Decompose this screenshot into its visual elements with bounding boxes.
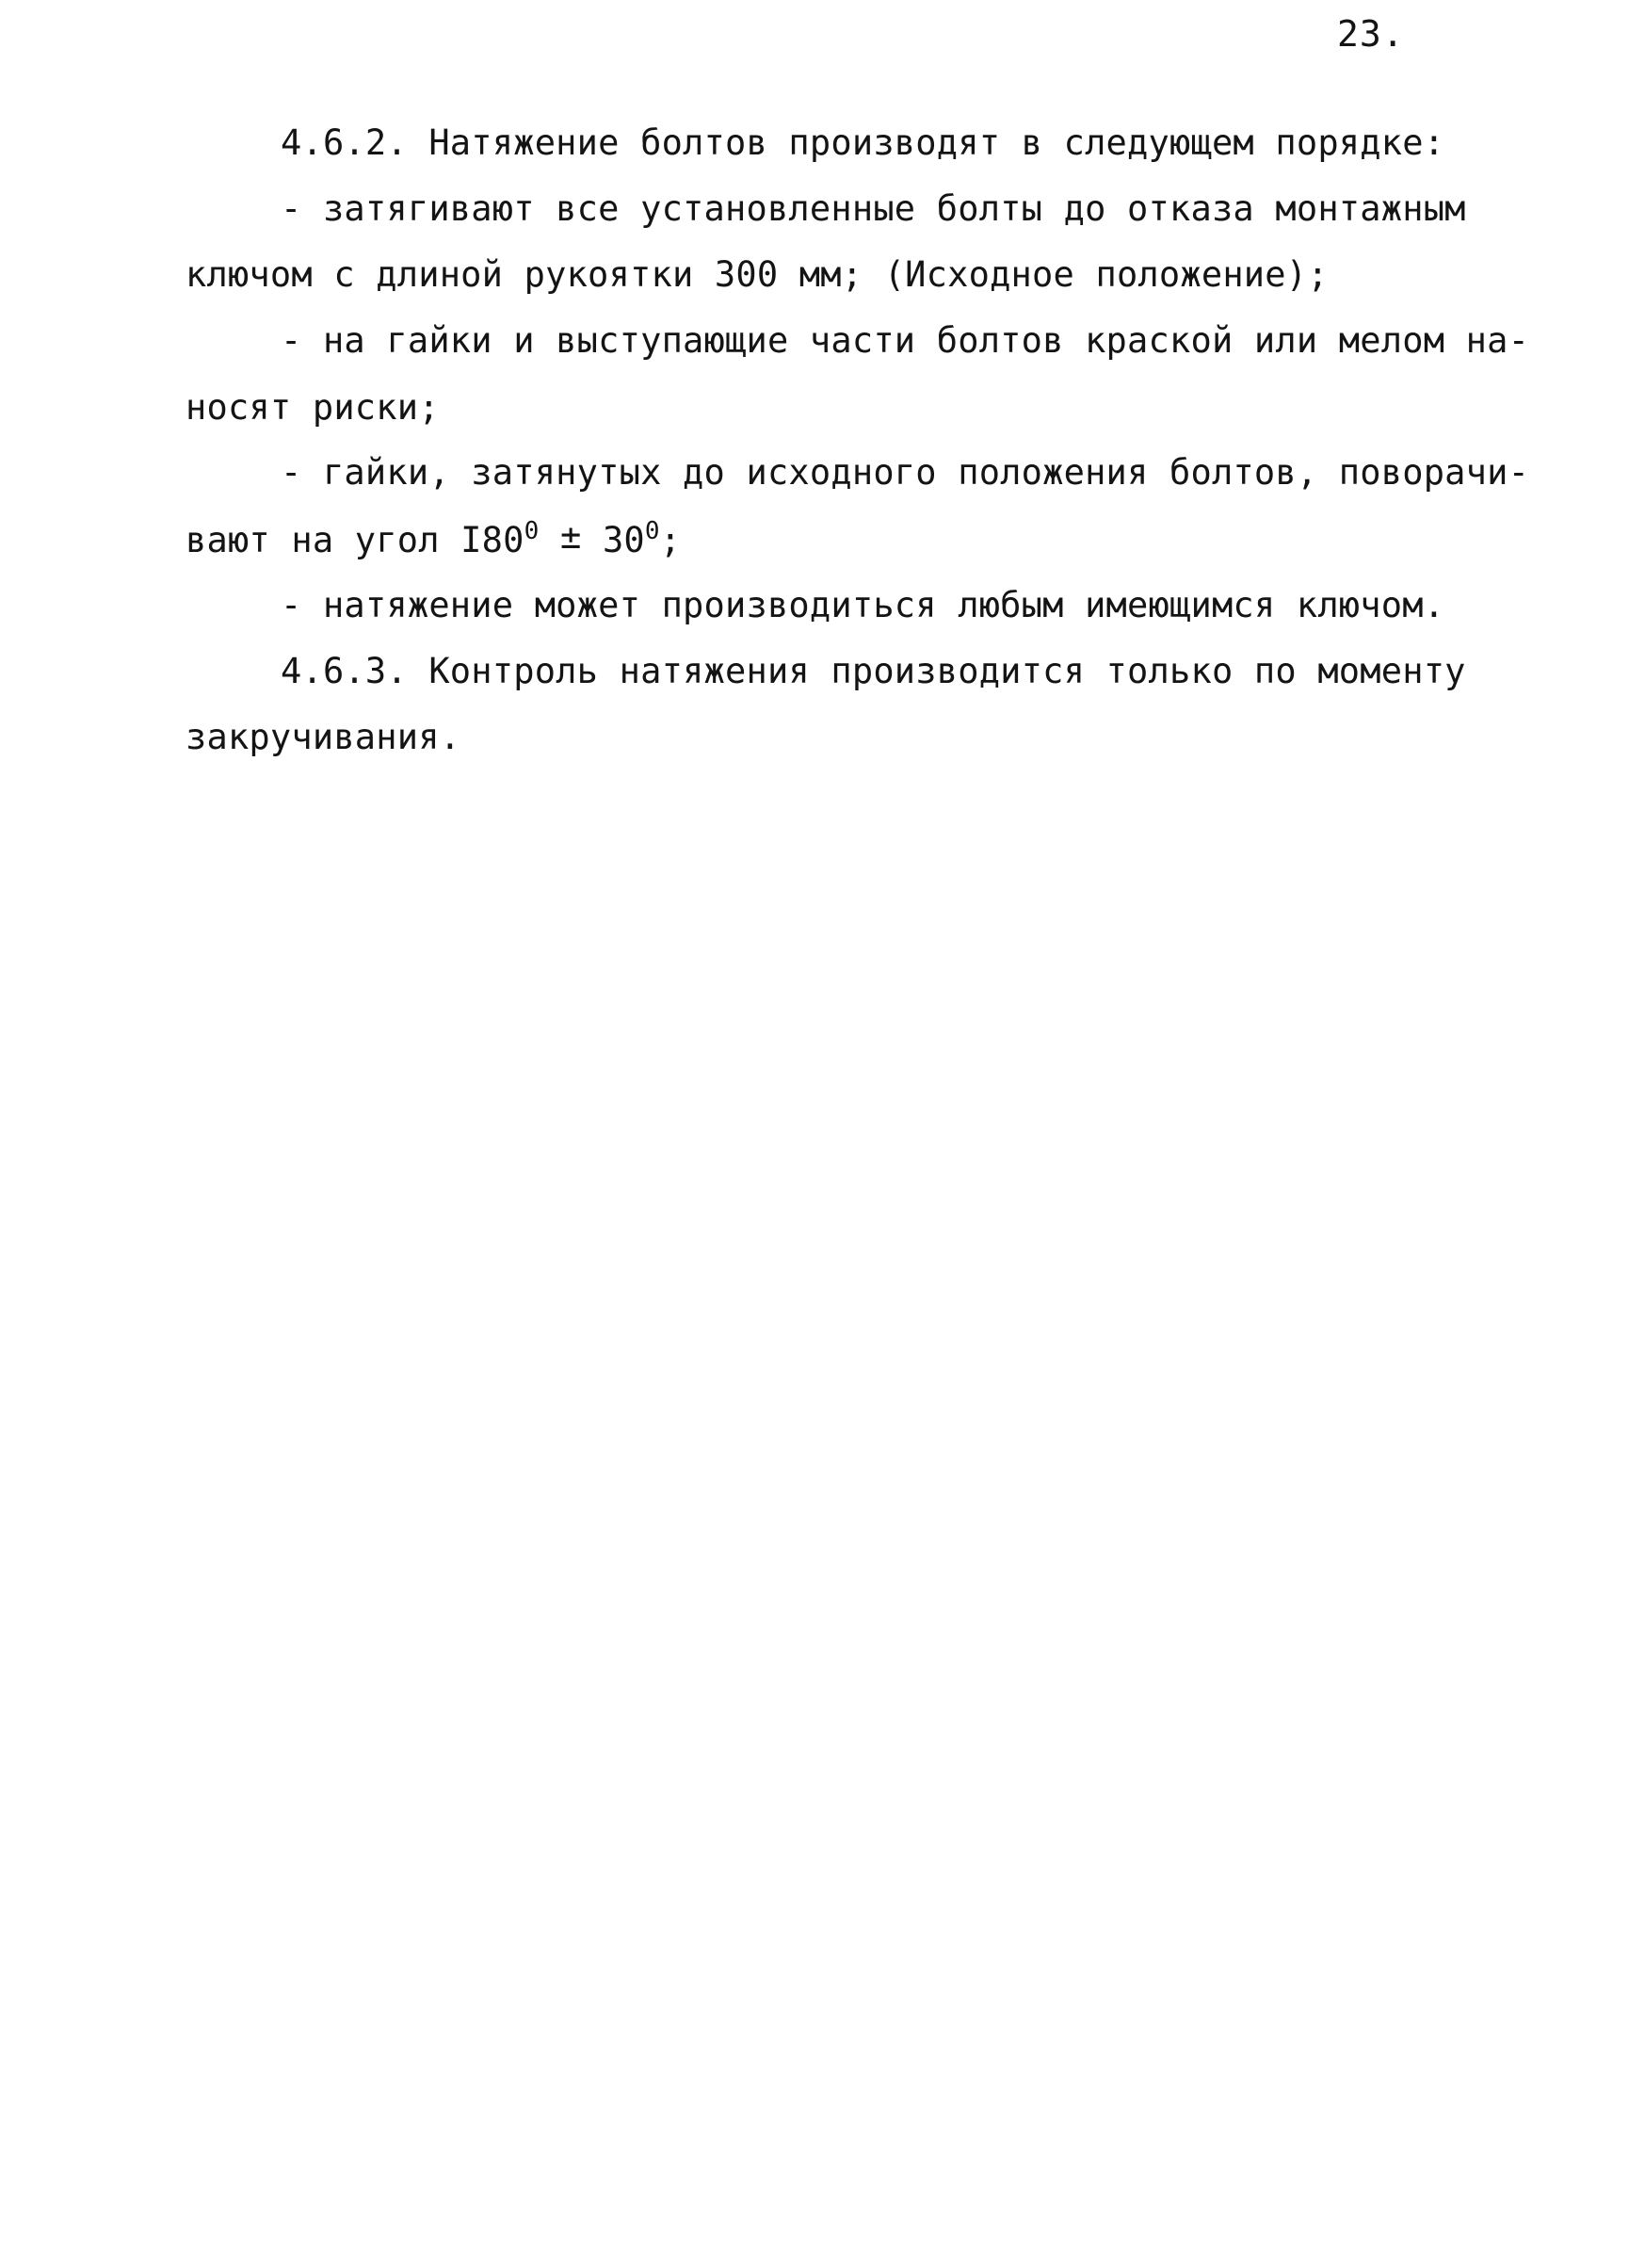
angle-prefix: вают на угол I80 bbox=[185, 520, 524, 560]
angle-tolerance: 30 bbox=[602, 520, 645, 560]
degree-mark: 0 bbox=[644, 517, 660, 545]
plus-minus-sign: ± bbox=[559, 516, 582, 557]
clause-4-6-2-heading: 4.6.2. Натяжение болтов производят в следующем порядке: bbox=[281, 122, 1445, 163]
angle-text-line bbox=[185, 516, 681, 560]
text-line: - гайки, затянутых до исходного положения болтов, поворачи- bbox=[281, 452, 1530, 493]
degree-mark: 0 bbox=[524, 517, 540, 545]
page-number: 23. bbox=[1337, 13, 1405, 55]
angle-suffix: ; bbox=[659, 520, 682, 560]
text-line: - на гайки и выступающие части болтов краской или мелом на- bbox=[281, 320, 1530, 361]
text-line: - натяжение может производиться любым имеющимся ключом. bbox=[281, 585, 1445, 625]
clause-4-6-3-heading: 4.6.3. Контроль натяжения производится только по моменту bbox=[281, 651, 1466, 691]
text-line: - затягивают все установленные болты до отказа монтажным bbox=[281, 188, 1466, 229]
text-line: ключом с длиной рукоятки 300 мм; (Исходное положение); bbox=[185, 254, 1329, 295]
text-line: закручивания. bbox=[185, 717, 461, 757]
text-line: носят риски; bbox=[185, 387, 440, 428]
